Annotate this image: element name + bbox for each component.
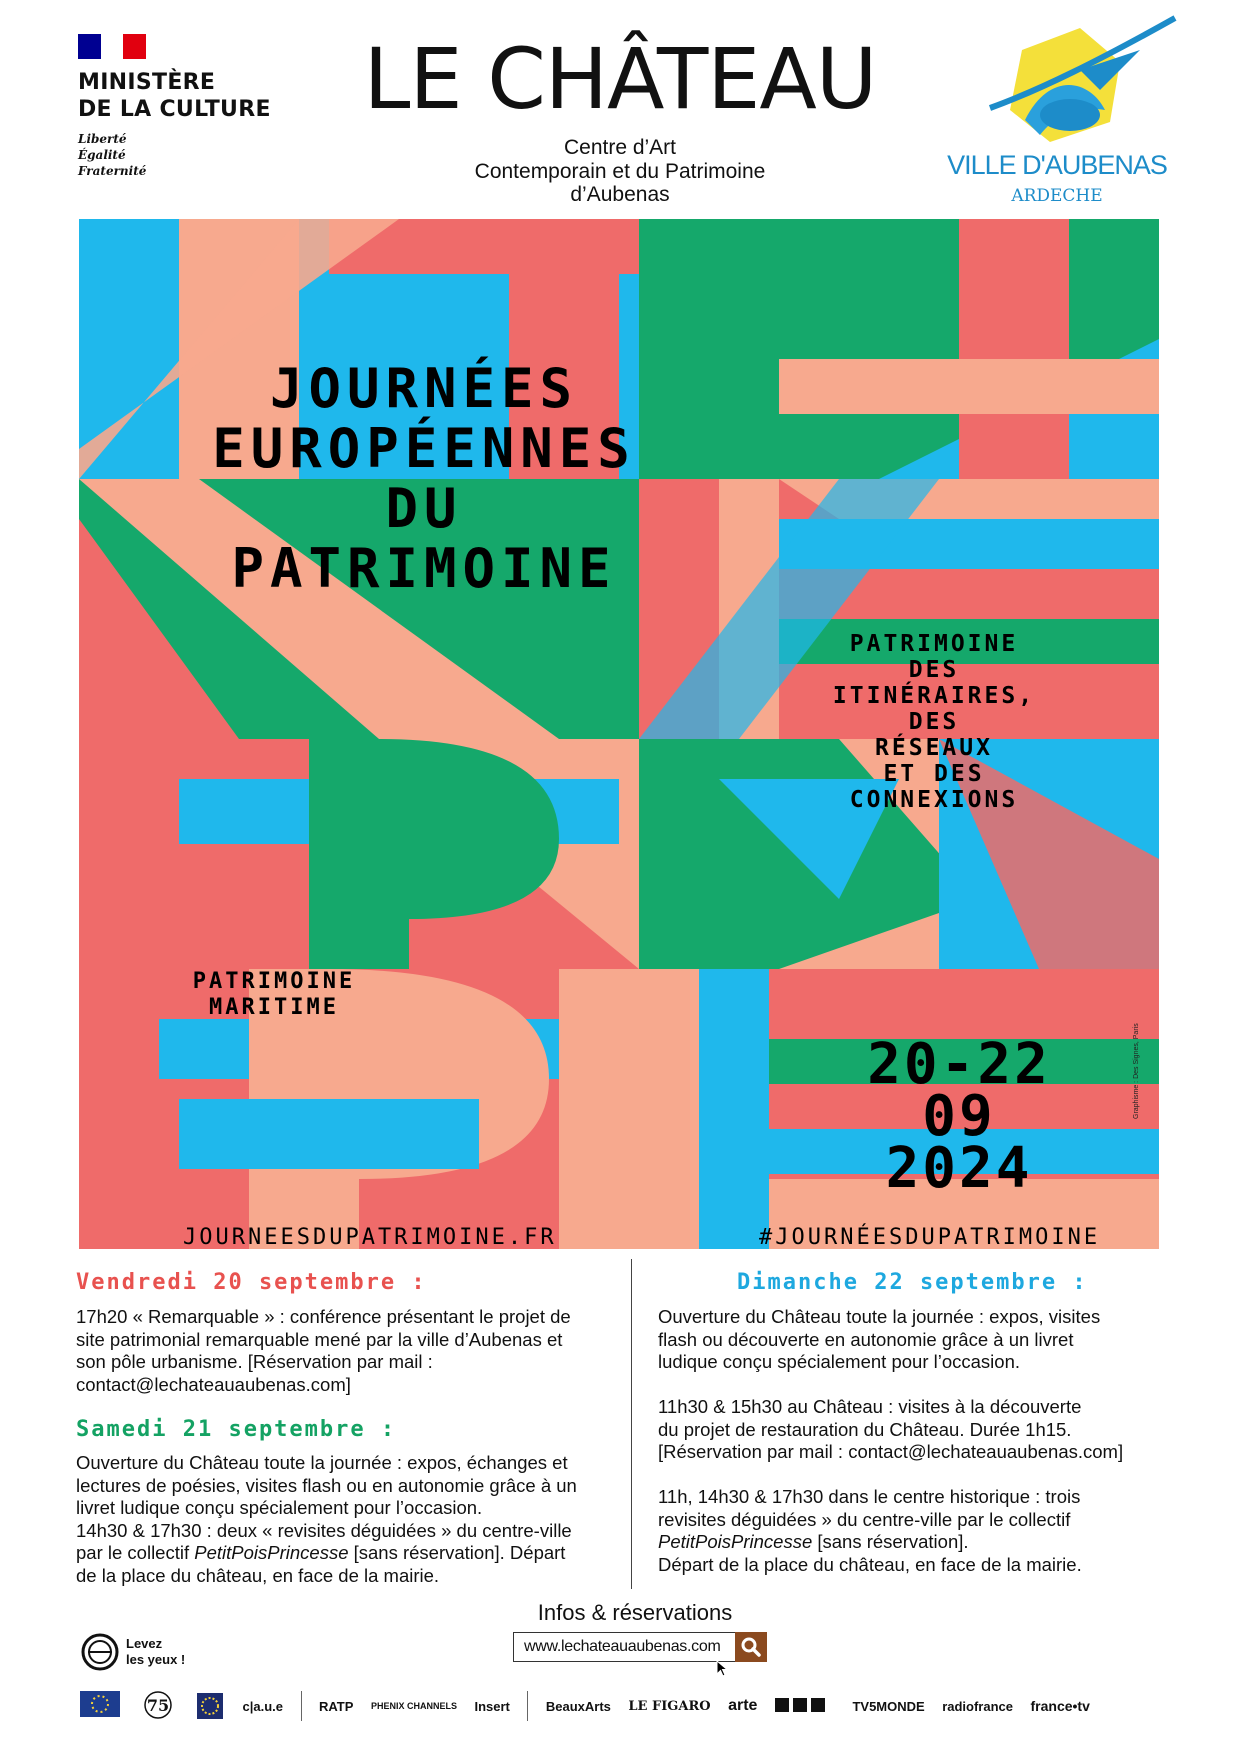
mouse-cursor-icon — [716, 1660, 730, 1678]
ville-name: VILLE D'AUBENAS — [947, 150, 1167, 180]
partner-separator — [527, 1691, 528, 1721]
event-poster — [79, 219, 1159, 1249]
sunday-heading: Dimanche 22 septembre : — [737, 1270, 1088, 1295]
levez-les-yeux-logo — [80, 1632, 185, 1672]
eu-flag-icon — [80, 1691, 120, 1721]
friday-heading: Vendredi 20 septembre : — [76, 1270, 427, 1295]
levez-les-yeux-text: Levez les yeux ! — [126, 1636, 186, 1667]
infos-reservations-label: Infos & réservations — [537, 1600, 733, 1625]
sunday-text-1: Ouverture du Château toute la journée : expos, visites flash ou découverte en autonomie grâce à un livret ludique conçu spécialement pour l’occasion. — [658, 1306, 1101, 1372]
saturday-text: Ouverture du Château toute la journée : expos, échanges et lectures de poésies, visites flash ou en autonomie grâce à un livret ludique conçu spécialement pour l’occasion. 14h30 & 17h30 : deux « revisites déguidées » du centre-ville par le collectif PetitPoisPrincesse [sans réservation]. Départ de la place du château, en face de la mairie. — [76, 1452, 577, 1586]
poster-title: JOURNÉES EUROPÉENNES DU PATRIMOINE — [212, 357, 636, 600]
website-search-field[interactable]: www.lechateauaubenas.com — [513, 1632, 737, 1662]
ministere-motto: Liberté Égalité Fraternité — [78, 132, 147, 178]
partner-separator — [301, 1691, 302, 1721]
partner-arte: arte — [728, 1697, 758, 1714]
search-icon — [735, 1632, 767, 1662]
column-divider — [631, 1259, 632, 1589]
friday-text: 17h20 « Remarquable » : conférence présentant le projet de site patrimonial remarquable mené par la ville d’Aubenas et son pôle urbanisme. [Réservation par mail : contact@lechateauaubenas.com] — [76, 1306, 571, 1395]
european-heritage-icon — [195, 1691, 225, 1721]
ministere-logo — [78, 34, 298, 179]
council-of-europe-75-icon — [138, 1691, 178, 1721]
saturday-heading: Samedi 21 septembre : — [76, 1417, 397, 1442]
french-flag-icon — [78, 34, 146, 59]
partner-logos — [80, 1688, 1090, 1724]
partner-tv5monde: TV5MONDE — [852, 1698, 925, 1714]
svg-text:75: 75 — [146, 1696, 169, 1715]
aubenas-emblem-icon — [930, 10, 1180, 160]
eye-circle-icon — [80, 1632, 120, 1672]
partner-francetv: france•tv — [1030, 1698, 1090, 1714]
radio-media-logos-icon — [775, 1694, 835, 1718]
poster-theme: PATRIMOINE DES ITINÉRAIRES, DES RÉSEAUX ET DES CONNEXIONS — [832, 631, 1036, 813]
chateau-subtitle: Centre d’Art Contemporain et du Patrimoine d’Aubenas — [474, 136, 766, 206]
poster-maritime-theme: PATRIMOINE MARITIME — [192, 969, 356, 1020]
poster-website: JOURNEESDUPATRIMOINE.FR — [183, 1225, 557, 1249]
ville-department: ARDECHE — [1011, 186, 1103, 206]
partner-radiofrance: radiofrance — [942, 1698, 1013, 1714]
chateau-logo-text: LE CHÂTEAU — [363, 30, 877, 128]
chateau-logo — [360, 30, 880, 207]
partner-ratp: RATP — [319, 1698, 354, 1714]
ministere-name: MINISTÈRE DE LA CULTURE — [78, 70, 271, 122]
poster-credit: Graphisme : Des Signes, Paris — [1133, 1023, 1140, 1119]
sunday-text-2: 11h30 & 15h30 au Château : visites à la découverte du projet de restauration du Château. Durée 1h15. [Réservation par mail : contact@lechateauaubenas.com] — [658, 1396, 1124, 1462]
poster-dates: 20-22 09 2024 — [867, 1032, 1051, 1201]
sunday-text-3: 11h, 14h30 & 17h30 dans le centre historique : trois revisites déguidées » du centre-ville par le collectif PetitPoisPrincesse [sans réservation]. Départ de la place du château, en face de la mairie. — [658, 1486, 1082, 1575]
partner-beauxarts: BeauxArts — [545, 1698, 611, 1714]
poster-hashtag: #JOURNÉESDUPATRIMOINE — [759, 1225, 1101, 1249]
partner-figaro: LE FIGARO — [628, 1698, 711, 1714]
partner-phenix: PHENIX CHANNELS — [370, 1701, 457, 1711]
partner-caue: c|a.u.e — [242, 1698, 283, 1714]
ville-aubenas-logo — [930, 10, 1180, 210]
search-button[interactable] — [735, 1632, 767, 1662]
partner-insert: Insert — [474, 1698, 510, 1714]
